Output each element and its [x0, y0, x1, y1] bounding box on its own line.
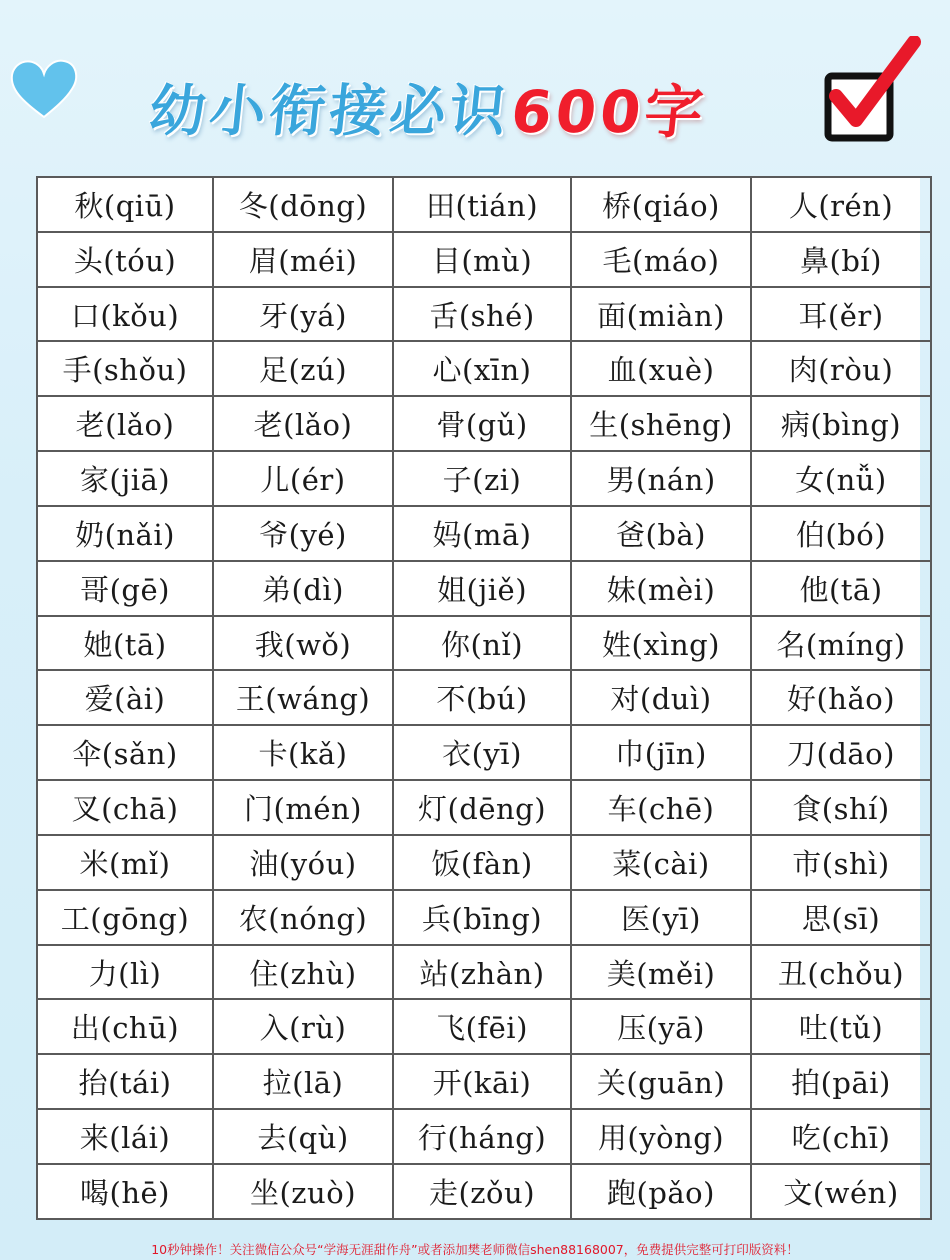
table-row — [37, 1109, 931, 1164]
character-cell: 兵(bīng) — [393, 890, 571, 945]
character-cell: 子(zi) — [393, 451, 571, 506]
character-cell: 爱(ài) — [37, 670, 213, 725]
character-cell: 思(sī) — [751, 890, 931, 945]
character-cell: 弟(dì) — [213, 561, 393, 616]
character-cell: 丑(chǒu) — [751, 945, 931, 1000]
table-row — [37, 999, 931, 1054]
character-cell: 关(guān) — [571, 1054, 751, 1109]
table-row — [37, 780, 931, 835]
character-cell: 拍(pāi) — [751, 1054, 931, 1109]
table-row — [37, 1164, 931, 1219]
character-cell: 出(chū) — [37, 999, 213, 1054]
footer-note: 10秒钟操作！关注微信公众号“学海无涯甜作舟”或者添加樊老师微信shen88168007，免费提供完整可打印版资料！ — [151, 1242, 799, 1257]
character-cell: 王(wáng) — [213, 670, 393, 725]
character-cell: 农(nóng) — [213, 890, 393, 945]
character-cell: 爷(yé) — [213, 506, 393, 561]
character-cell: 入(rù) — [213, 999, 393, 1054]
character-cell: 力(lì) — [37, 945, 213, 1000]
heart-icon — [8, 55, 80, 121]
character-cell: 站(zhàn) — [393, 945, 571, 1000]
character-cell: 油(yóu) — [213, 835, 393, 890]
character-cell: 坐(zuò) — [213, 1164, 393, 1219]
character-cell: 飞(fēi) — [393, 999, 571, 1054]
character-cell: 病(bìng) — [751, 396, 931, 451]
character-cell: 女(nǚ) — [751, 451, 931, 506]
character-cell: 跑(pǎo) — [571, 1164, 751, 1219]
character-cell: 爸(bà) — [571, 506, 751, 561]
character-cell: 米(mǐ) — [37, 835, 213, 890]
character-cell: 他(tā) — [751, 561, 931, 616]
table-row — [37, 451, 931, 506]
character-cell: 耳(ěr) — [751, 287, 931, 342]
character-cell: 饭(fàn) — [393, 835, 571, 890]
character-cell: 生(shēng) — [571, 396, 751, 451]
character-cell: 开(kāi) — [393, 1054, 571, 1109]
character-cell: 田(tián) — [393, 177, 571, 232]
character-cell: 抬(tái) — [37, 1054, 213, 1109]
table-row — [37, 945, 931, 1000]
character-cell: 妹(mèi) — [571, 561, 751, 616]
table-row — [37, 506, 931, 561]
character-cell: 压(yā) — [571, 999, 751, 1054]
character-cell: 姓(xìng) — [571, 616, 751, 671]
character-cell: 车(chē) — [571, 780, 751, 835]
character-cell: 刀(dāo) — [751, 725, 931, 780]
character-cell: 足(zú) — [213, 341, 393, 396]
table-row — [37, 725, 931, 780]
character-cell: 血(xuè) — [571, 341, 751, 396]
character-table — [36, 176, 920, 1220]
table-row — [37, 561, 931, 616]
table-row — [37, 177, 931, 232]
character-grid — [36, 176, 932, 1220]
table-row — [37, 835, 931, 890]
checkbox-check-icon — [822, 36, 922, 146]
character-cell: 行(háng) — [393, 1109, 571, 1164]
character-cell: 哥(gē) — [37, 561, 213, 616]
character-cell: 医(yī) — [571, 890, 751, 945]
character-cell: 走(zǒu) — [393, 1164, 571, 1219]
character-cell: 家(jiā) — [37, 451, 213, 506]
character-cell: 秋(qiū) — [37, 177, 213, 232]
character-cell: 骨(gǔ) — [393, 396, 571, 451]
header — [0, 0, 950, 170]
character-cell: 文(wén) — [751, 1164, 931, 1219]
character-cell: 舌(shé) — [393, 287, 571, 342]
character-cell: 工(gōng) — [37, 890, 213, 945]
character-cell: 口(kǒu) — [37, 287, 213, 342]
character-cell: 姐(jiě) — [393, 561, 571, 616]
character-cell: 老(lǎo) — [37, 396, 213, 451]
character-cell: 面(miàn) — [571, 287, 751, 342]
character-cell: 拉(lā) — [213, 1054, 393, 1109]
character-cell: 冬(dōng) — [213, 177, 393, 232]
character-cell: 男(nán) — [571, 451, 751, 506]
character-cell: 她(tā) — [37, 616, 213, 671]
character-cell: 桥(qiáo) — [571, 177, 751, 232]
table-row — [37, 670, 931, 725]
character-cell: 食(shí) — [751, 780, 931, 835]
title-text: 幼小衔接必识 — [146, 79, 513, 144]
character-cell: 奶(nǎi) — [37, 506, 213, 561]
page-title — [146, 62, 711, 152]
character-cell: 手(shǒu) — [37, 341, 213, 396]
character-cell: 来(lái) — [37, 1109, 213, 1164]
character-cell: 灯(dēng) — [393, 780, 571, 835]
character-cell: 卡(kǎ) — [213, 725, 393, 780]
character-cell: 伞(sǎn) — [37, 725, 213, 780]
character-cell: 去(qù) — [213, 1109, 393, 1164]
table-row — [37, 396, 931, 451]
character-cell: 好(hǎo) — [751, 670, 931, 725]
character-cell: 人(rén) — [751, 177, 931, 232]
character-cell: 巾(jīn) — [571, 725, 751, 780]
character-cell: 毛(máo) — [571, 232, 751, 287]
character-cell: 吃(chī) — [751, 1109, 931, 1164]
character-cell: 叉(chā) — [37, 780, 213, 835]
table-row — [37, 890, 931, 945]
character-cell: 市(shì) — [751, 835, 931, 890]
table-row — [37, 287, 931, 342]
character-cell: 目(mù) — [393, 232, 571, 287]
character-cell: 心(xīn) — [393, 341, 571, 396]
table-row — [37, 232, 931, 287]
character-cell: 菜(cài) — [571, 835, 751, 890]
character-cell: 不(bú) — [393, 670, 571, 725]
character-cell: 住(zhù) — [213, 945, 393, 1000]
character-cell: 名(míng) — [751, 616, 931, 671]
table-row — [37, 616, 931, 671]
table-row — [37, 341, 931, 396]
character-cell: 对(duì) — [571, 670, 751, 725]
character-cell: 我(wǒ) — [213, 616, 393, 671]
character-cell: 喝(hē) — [37, 1164, 213, 1219]
character-cell: 儿(ér) — [213, 451, 393, 506]
character-cell: 衣(yī) — [393, 725, 571, 780]
table-row — [37, 1054, 931, 1109]
character-cell: 吐(tǔ) — [751, 999, 931, 1054]
character-cell: 美(měi) — [571, 945, 751, 1000]
character-cell: 眉(méi) — [213, 232, 393, 287]
character-cell: 牙(yá) — [213, 287, 393, 342]
character-cell: 老(lǎo) — [213, 396, 393, 451]
title-number: 600字 — [507, 78, 711, 146]
character-cell: 妈(mā) — [393, 506, 571, 561]
character-cell: 你(nǐ) — [393, 616, 571, 671]
character-cell: 伯(bó) — [751, 506, 931, 561]
character-cell: 肉(ròu) — [751, 341, 931, 396]
character-cell: 头(tóu) — [37, 232, 213, 287]
character-cell: 用(yòng) — [571, 1109, 751, 1164]
character-cell: 鼻(bí) — [751, 232, 931, 287]
character-cell: 门(mén) — [213, 780, 393, 835]
